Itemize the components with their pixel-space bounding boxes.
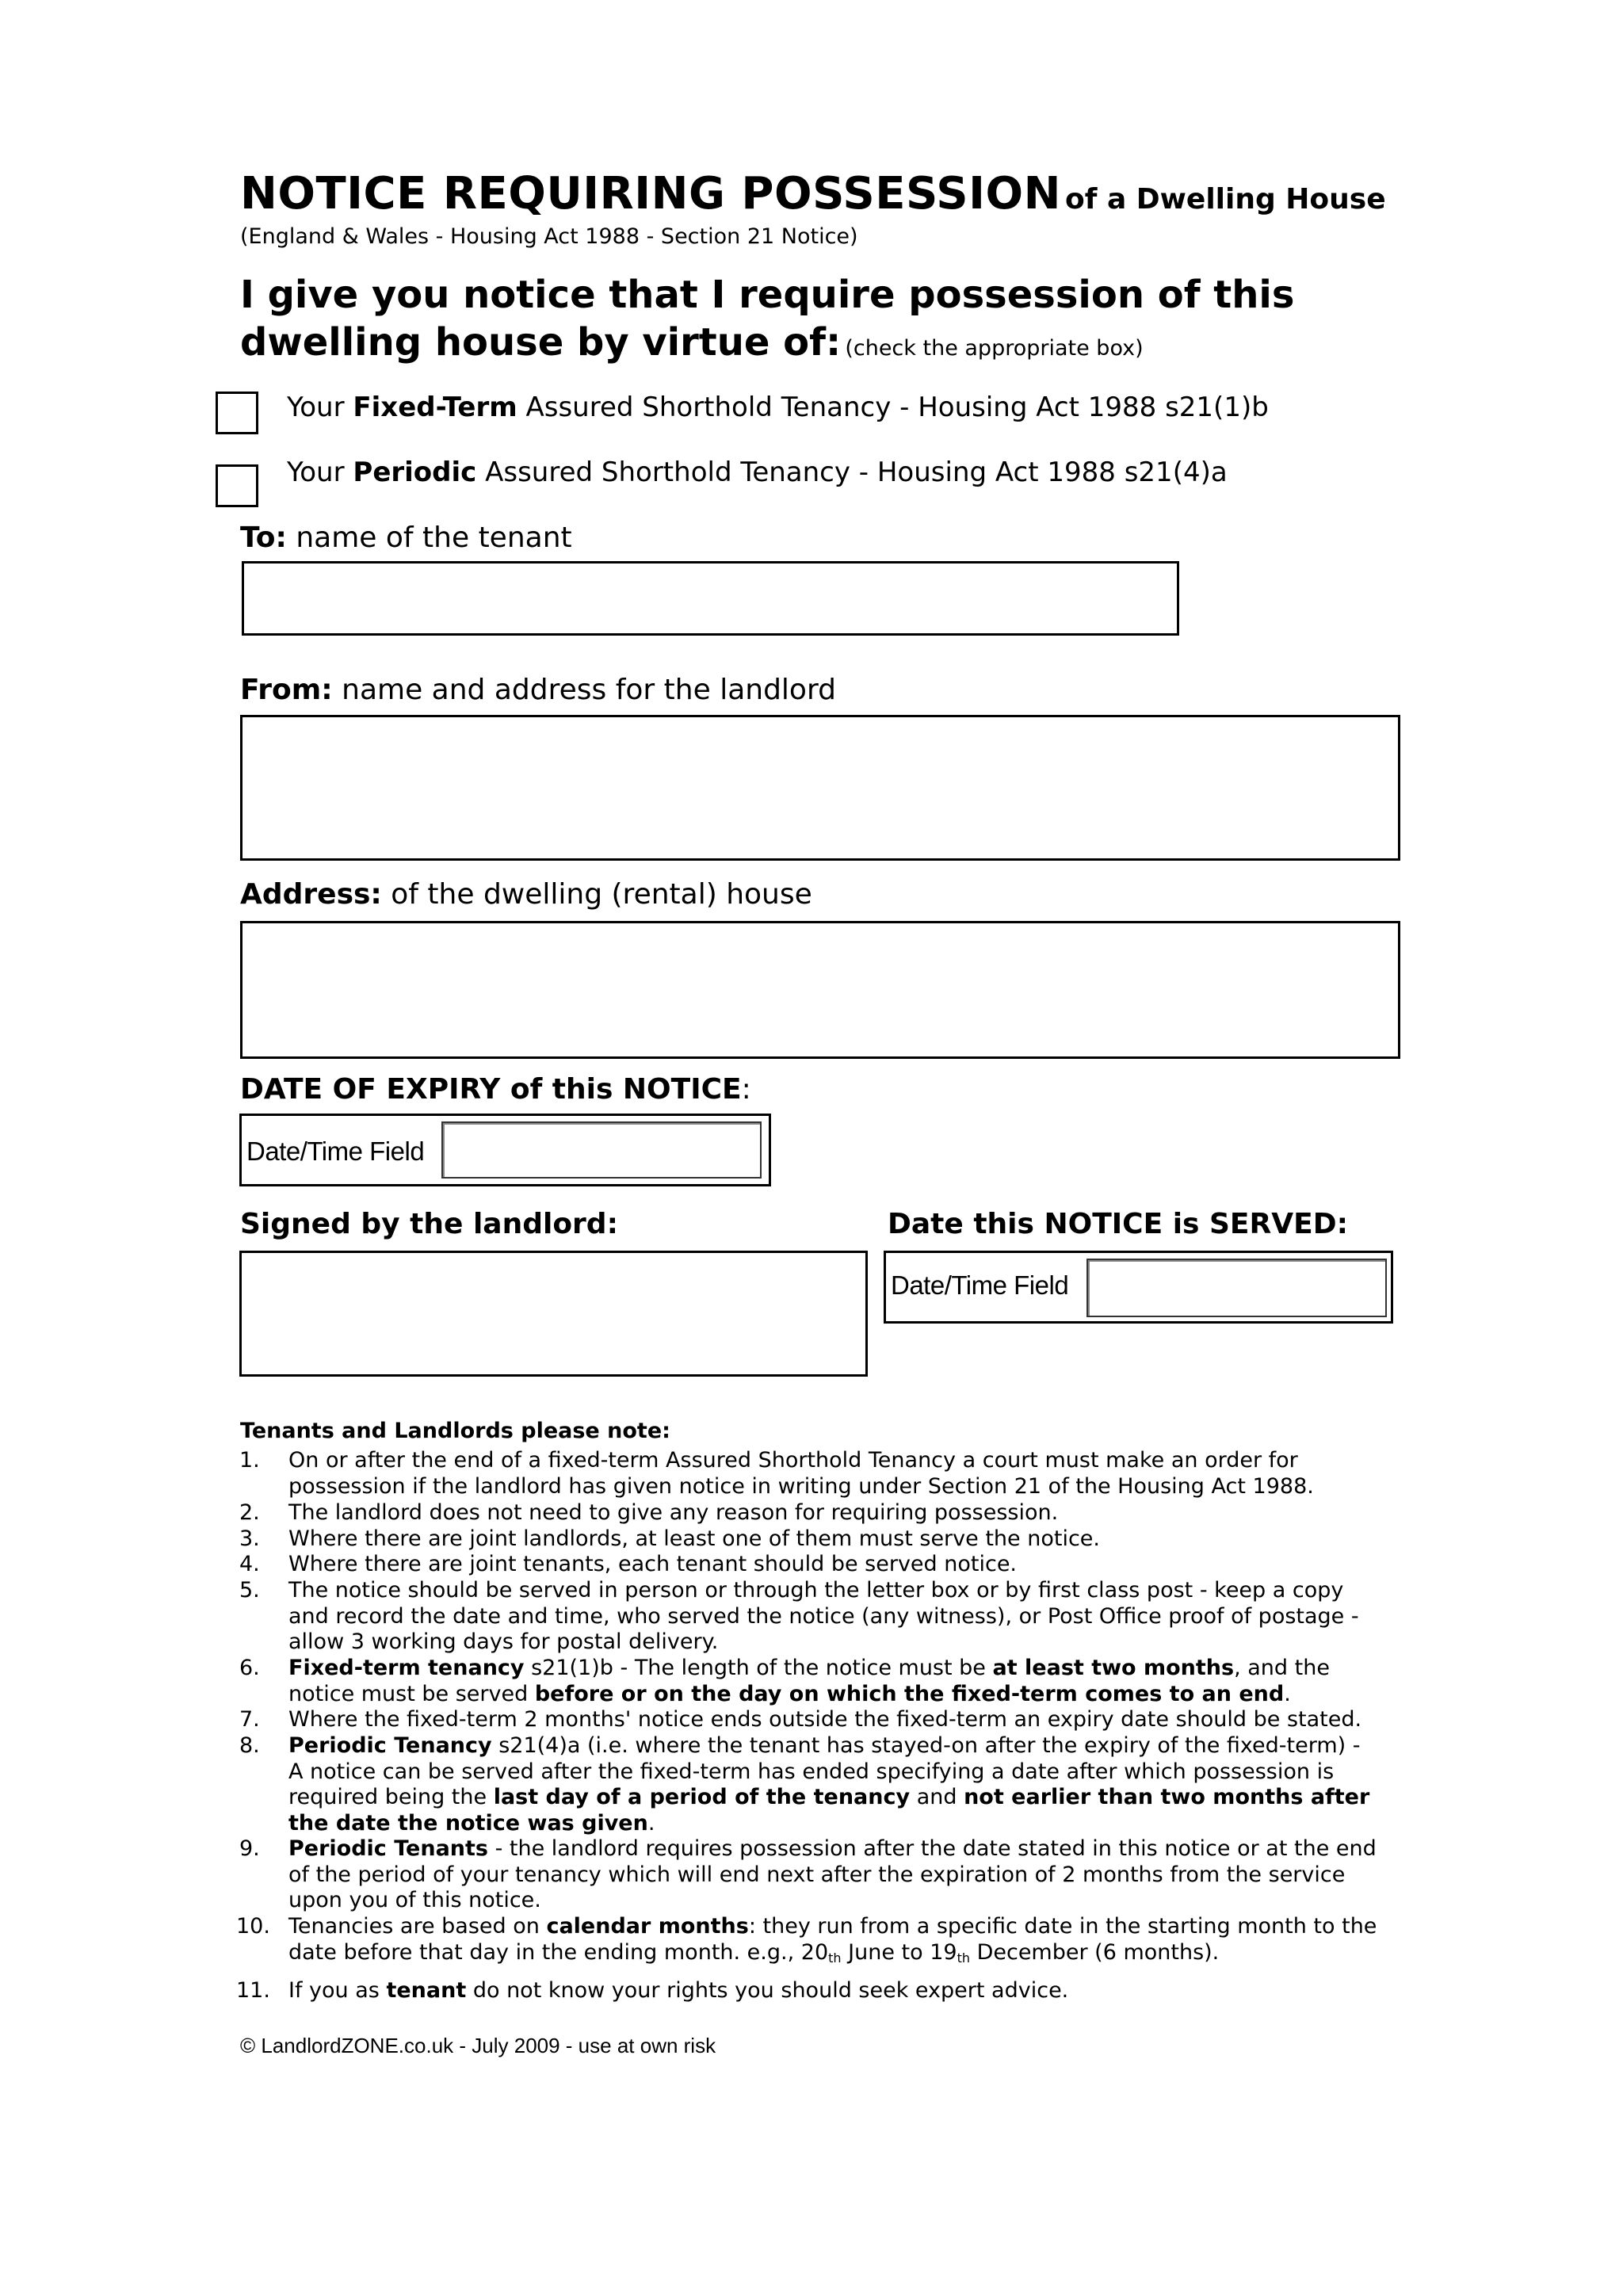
served-date-label: Date/Time Field [891, 1270, 1069, 1300]
to-label-row: To: name of the tenant [240, 521, 572, 554]
landlord-name-address-field[interactable] [240, 715, 1400, 861]
intro-line-2: dwelling house by virtue of: [240, 320, 842, 365]
footer-copyright: © LandlordZONE.co.uk - July 2009 - use at own risk [240, 2034, 716, 2057]
expiry-label-row: DATE OF EXPIRY of this NOTICE: [240, 1073, 751, 1106]
periodic-option-label: Your Periodic Assured Shorthold Tenancy - Housing Act 1988 s21(4)a [287, 457, 1228, 488]
tenant-name-field[interactable] [242, 561, 1179, 636]
page-subtitle: (England & Wales - Housing Act 1988 - Section 21 Notice) [240, 224, 858, 249]
intro-hint: (check the appropriate box) [845, 336, 1144, 361]
served-date-group [884, 1251, 1393, 1324]
periodic-checkbox[interactable] [216, 464, 258, 507]
notes-title: Tenants and Landlords please note: [240, 1419, 670, 1443]
from-label-row: From: name and address for the landlord [240, 674, 836, 706]
expiry-date-input[interactable] [441, 1121, 762, 1179]
fixed-term-checkbox[interactable] [216, 392, 258, 434]
dwelling-address-field[interactable] [240, 921, 1400, 1059]
fixed-term-option-label: Your Fixed-Term Assured Shorthold Tenancy - Housing Act 1988 s21(1)b [287, 392, 1269, 423]
served-label: Date this NOTICE is SERVED: [888, 1208, 1348, 1240]
page-title-row [240, 168, 1386, 220]
expiry-date-label: Date/Time Field [246, 1137, 425, 1166]
served-date-input[interactable] [1086, 1259, 1387, 1317]
intro-line-2-row [240, 319, 1144, 366]
expiry-date-group [239, 1114, 771, 1186]
intro-line-1: I give you notice that I require possession of this [240, 273, 1295, 317]
signed-label: Signed by the landlord: [240, 1208, 618, 1240]
landlord-signature-field[interactable] [239, 1251, 868, 1377]
page-title: NOTICE REQUIRING POSSESSION [240, 168, 1061, 220]
address-label-row: Address: of the dwelling (rental) house [240, 878, 812, 911]
page-title-suffix: of a Dwelling House [1065, 183, 1386, 216]
